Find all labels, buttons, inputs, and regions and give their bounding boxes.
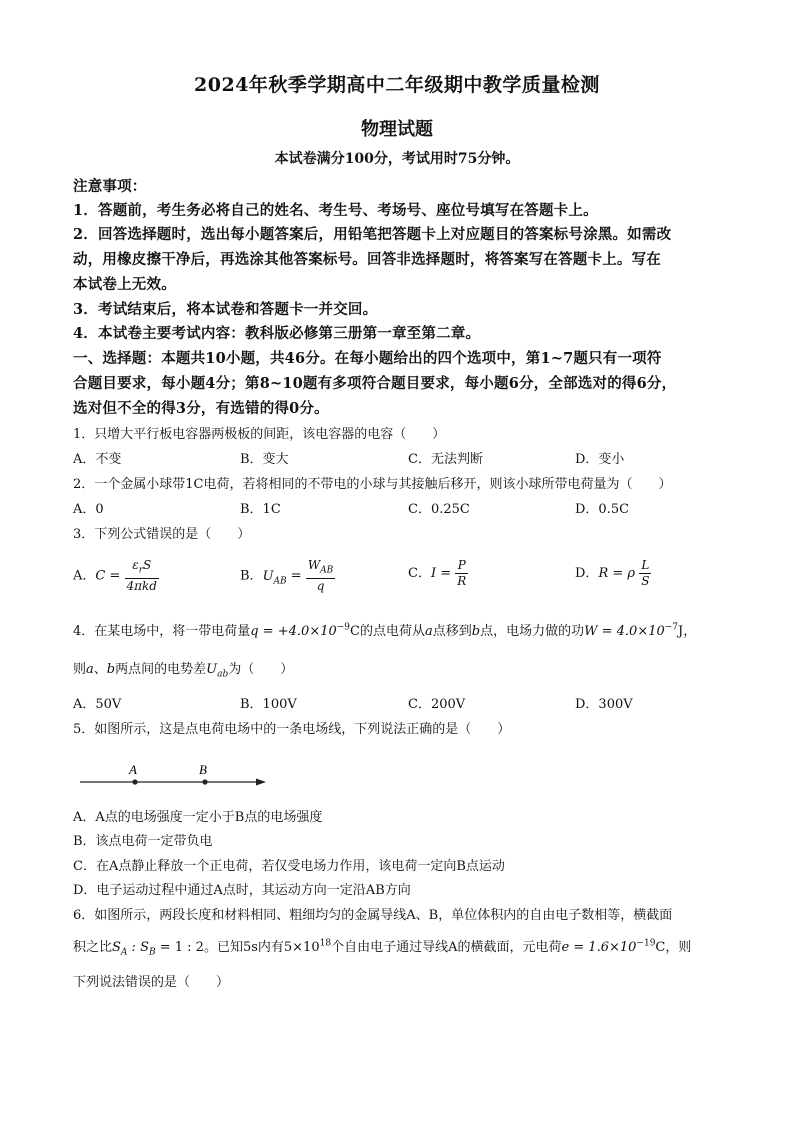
q3-options — [73, 552, 733, 592]
q1-option-b[interactable]: B．变大 — [240, 452, 289, 467]
q4-stem-line-2: 则a、b两点间的电势差$U_{ab}$为（ ） — [73, 662, 294, 680]
note-1: 1．答题前，考生务必将自己的姓名、考生号、考场号、座位号填写在答题卡上。 — [73, 202, 598, 219]
q6-stem-line-1: 6．如图所示，两段长度和材料相同、粗细均匀的金属导线A、B，单位体积内的自由电子数相等，横截面 — [73, 908, 673, 923]
section-1-line-2: 合题目要求，每小题4分；第8~10题有多项符合题目要求，每小题6分，全部选对的得6分， — [73, 375, 677, 392]
q4-stem-mid: 点移到 — [432, 624, 472, 639]
notes-heading: 注意事项： — [73, 178, 147, 195]
subject-title: 物理试题 — [361, 119, 433, 140]
q6-stem-line-2: 积之比$S_A$ : $S_B = 1$ : 2。已知5s内有$5\times 10^{18}$个自由电子通过导线A的横截面，元电荷$e = 1.6\times 10^{-19}C$，则 — [73, 938, 692, 958]
q5-stem: 5．如图所示，这是点电荷电场中的一条电场线，下列说法正确的是（ ） — [73, 722, 511, 737]
q3-option-d-label: D． — [575, 566, 599, 581]
q6-line2-a: 积之比 — [73, 940, 113, 955]
q5-option-b[interactable]: B．该点电荷一定带负电 — [73, 834, 213, 849]
q4-line2-b: 两点间的电势差 — [115, 662, 207, 677]
q3-option-c-label: C． — [408, 566, 431, 581]
q4-work-exponent: −7 — [664, 622, 679, 633]
q6-line2-d: C，则 — [655, 940, 692, 955]
q6-line2-c: 个自由电子通过导线A的横截面，元电荷 — [331, 940, 562, 955]
q2-options — [73, 498, 733, 520]
q4-stem-line-1 — [73, 620, 733, 639]
q4-option-c[interactable]: C．200V — [408, 697, 466, 712]
q3-option-a-label: A． — [73, 568, 96, 584]
q5-option-a[interactable]: A．A点的电场强度一定小于B点的电场强度 — [73, 810, 323, 825]
q3-option-c[interactable]: C．I = $\frac{P}{R}$ — [408, 558, 467, 588]
note-2-line-2: 动，用橡皮擦干净后，再选涂其他答案标号。回答非选择题时，将答案写在答题卡上。写在 — [73, 251, 661, 268]
note-2-line-3: 本试卷上无效。 — [73, 276, 176, 293]
q4-charge-unit: C的点电荷从 — [350, 624, 425, 639]
q2-option-a[interactable]: A．0 — [73, 502, 104, 517]
q4-point-a: a — [425, 624, 433, 639]
q4-stem-start: 4．在某电场中，将一带电荷量 — [73, 624, 251, 639]
point-a-dot — [132, 779, 137, 784]
q1-option-d[interactable]: D．变小 — [575, 452, 625, 467]
q3-option-b-label: B． — [240, 568, 263, 584]
q4-charge: q = +4.0×10 — [250, 624, 337, 639]
q6-stem-line-3: 下列说法错误的是（ ） — [73, 975, 230, 990]
section-1-line-3: 选对但不全的得3分，有选错的得0分。 — [73, 400, 329, 417]
q5-option-d[interactable]: D．电子运动过程中通过A点时，其运动方向一定沿AB方向 — [73, 883, 411, 898]
q6-exponent: 18 — [319, 938, 332, 949]
note-3: 3．考试结束后，将本试卷和答题卡一并交回。 — [73, 301, 378, 318]
q4-options — [73, 693, 733, 715]
q3-formula-c: I — [430, 566, 437, 581]
q3-formula-b: $U_{AB}$ — [262, 568, 287, 587]
q3-formula-a: C — [95, 568, 106, 584]
q4-point-b: b — [471, 624, 481, 639]
q4-charge-exponent: −9 — [336, 622, 351, 633]
q4-work: W = 4.0×10 — [584, 624, 665, 639]
note-4: 4．本试卷主要考试内容：教科版必修第三册第一章至第二章。 — [73, 325, 481, 342]
q6-charge: e = 1.6×10 — [561, 940, 637, 955]
q4-option-b[interactable]: B．100V — [240, 697, 297, 712]
q3-formula-d-fraction: $\frac{L}{S}$ — [641, 558, 650, 588]
q3-option-d[interactable]: D．R = ρ $\frac{L}{S}$ — [575, 558, 650, 588]
q4-points-b: b — [106, 662, 116, 677]
q3-formula-b-fraction: $\frac{W_{AB}}{q}$ — [307, 558, 334, 594]
q6-charge-exponent: −19 — [636, 938, 656, 949]
section-1-line-1: 一、选择题：本题共10小题，共46分。在每小题给出的四个选项中，第1~7题只有一项符 — [73, 350, 662, 367]
q2-stem: 2．一个金属小球带1C电荷，若将相同的不带电的小球与其接触后移开，则该小球所带电荷量为（ ） — [73, 477, 672, 492]
q3-option-a[interactable]: A．C = $\frac{\varepsilon_rS}{\text{4πkd}}$ — [73, 558, 157, 594]
q4-potential-diff: $U_{ab}$ — [206, 662, 229, 680]
q6-line2-b: 。已知5s内有5×10 — [203, 940, 320, 955]
exam-title: 2024年秋季学期高中二年级期中教学质量检测 — [194, 74, 600, 96]
q5-field-line-figure — [78, 760, 268, 800]
q6-ratio: $S_A$ : $S_B$ — [112, 940, 156, 958]
q4-work-unit: J， — [678, 624, 697, 639]
q2-option-d[interactable]: D．0.5C — [575, 502, 630, 517]
q4-option-a[interactable]: A．50V — [73, 697, 122, 712]
q3-formula-d: R — [598, 566, 609, 581]
q1-options — [73, 448, 733, 470]
point-b-label: B — [199, 762, 207, 777]
q2-option-c[interactable]: C．0.25C — [408, 502, 470, 517]
point-b-dot — [202, 779, 207, 784]
exam-info: 本试卷满分100分，考试用时75分钟。 — [274, 151, 520, 167]
q3-stem: 3．下列公式错误的是（ ） — [73, 527, 251, 542]
q4-stem-mid2: 点，电场力做的功 — [480, 624, 585, 639]
point-a-label: A — [129, 762, 137, 777]
q4-option-d[interactable]: D．300V — [575, 697, 633, 712]
q5-option-c[interactable]: C．在A点静止释放一个正电荷，若仅受电场力作用，该电荷一定向B点运动 — [73, 859, 505, 874]
field-line-arrow-icon — [256, 779, 266, 786]
note-2-line-1: 2．回答选择题时，选出每小题答案后，用铅笔把答题卡上对应题目的答案标号涂黑。如需改 — [73, 226, 672, 243]
q4-points: a — [86, 662, 94, 677]
q1-option-c[interactable]: C．无法判断 — [408, 452, 483, 467]
q3-formula-c-fraction: $\frac{P}{R}$ — [457, 558, 467, 588]
q3-formula-a-fraction: $\frac{\varepsilon_rS}{\text{4πkd}}$ — [126, 558, 157, 594]
q1-stem: 1．只增大平行板电容器两极板的间距，该电容器的电容（ ） — [73, 427, 446, 442]
q1-option-a[interactable]: A．不变 — [73, 452, 122, 467]
q3-option-b[interactable]: B．$U_{AB}$ = $\frac{W_{AB}}{q}$ — [240, 558, 334, 594]
q4-line2-c: 为（ ） — [228, 662, 294, 677]
q4-line2-a: 则 — [73, 662, 87, 677]
q2-option-b[interactable]: B．1C — [240, 502, 281, 517]
